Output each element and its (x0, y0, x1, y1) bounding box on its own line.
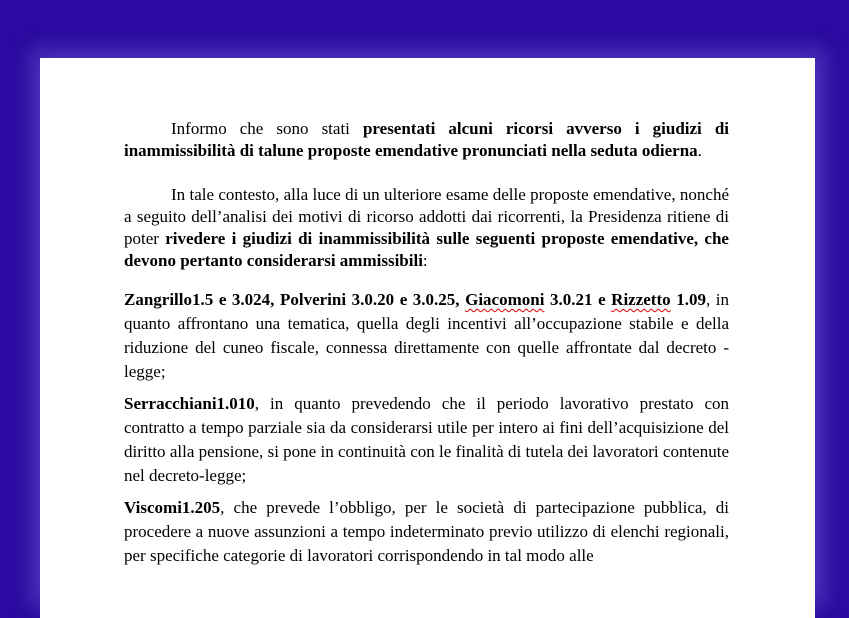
paragraph-contesto (124, 184, 729, 272)
text: . (697, 141, 702, 160)
text: , che prevede l’obbligo, per le società di partecipazione pubblica, di procedere a nuove assunzioni a tempo indeterminato previo utilizzo di elenchi regionali, per specifiche categorie di lavoratori corrispondendo in tal modo alle (124, 498, 729, 565)
text: Informo che sono stati (171, 119, 363, 138)
text: , in quanto affrontano una tematica, quella degli incentivi all’occupazione stabile e della riduzione del cuneo fiscale, connessa direttamente con quelle affrontate dal decreto - legge; (124, 290, 729, 381)
amendment-name: Giacomoni (465, 290, 545, 309)
bold-text: rivedere i giudizi di inammissibilità sulle seguenti proposte emendative, che devono pertanto considerarsi ammissibili (124, 229, 729, 270)
document-body (124, 118, 729, 568)
text: : (422, 251, 428, 270)
amendment-codes: 1.09 (670, 290, 706, 309)
amendment-list (124, 290, 706, 309)
bold-text: presentati alcuni ricorsi avverso i giudizi di inammissibilità di talune proposte emendative pronunciati nella seduta odierna (124, 119, 729, 160)
amendment-codes: 1.5 e 3.024, Polverini 3.0.20 e 3.0.25, (192, 290, 466, 309)
amendment-name: Rizzetto (611, 290, 671, 309)
amendment-codes: 3.0.21 e (544, 290, 612, 309)
amendment-name: Viscomi1.205 (124, 498, 221, 517)
amendment-name: Zangrillo (124, 290, 193, 309)
paragraph-zangrillo (124, 288, 729, 384)
amendment-name: Serracchiani1.010 (124, 394, 255, 413)
paragraph-viscomi (124, 496, 729, 568)
paragraph-ricorsi (124, 118, 729, 162)
text: , in quanto prevedendo che il periodo lavorativo prestato con contratto a tempo parziale sia da considerarsi utile per intero ai fini dell’acquisizione del diritto alla pensione, si pone in continuità con le finalità di tutela dei lavoratori contenute nel decreto-legge; (124, 394, 729, 485)
text: In tale contesto, alla luce di un ulteriore esame delle proposte emendative, nonché a seguito dell’analisi dei motivi di ricorso addotti dai ricorrenti, la Presidenza ritiene di poter (124, 185, 729, 248)
paragraph-serracchiani (124, 392, 729, 488)
document-page (40, 58, 815, 618)
